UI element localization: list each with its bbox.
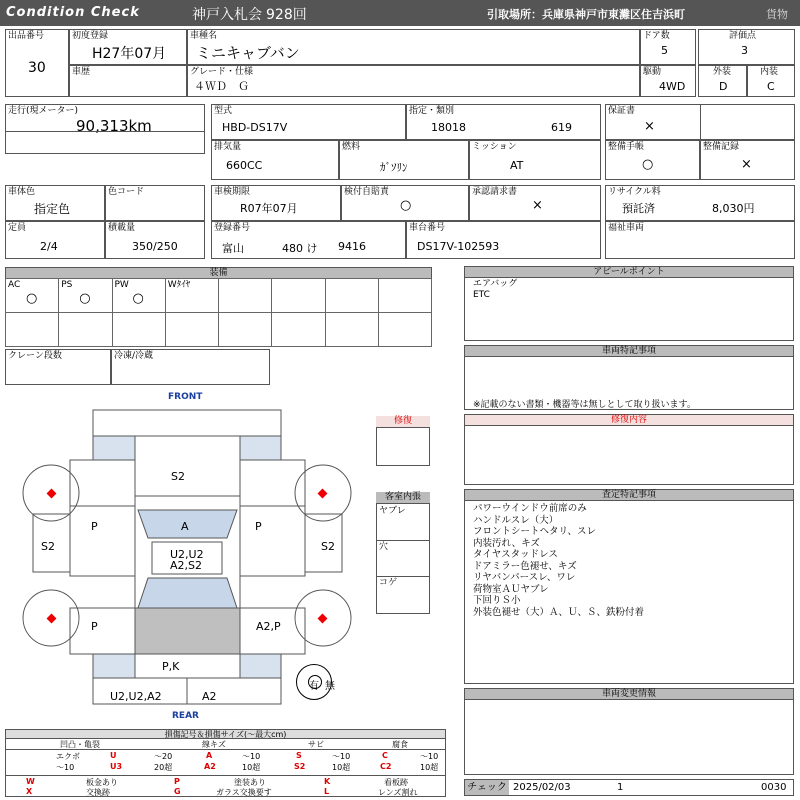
doors-label: ドア数 — [643, 31, 670, 41]
legend-glass: ガラス交換要す — [216, 788, 272, 797]
vehicle-category: 貨物 — [766, 8, 788, 21]
exterior-grade: D — [719, 80, 728, 93]
legend-dent-title: 凹凸・亀裂 — [60, 740, 100, 749]
special-note: ※記載のない書類・機器等は無しとして取り扱います。 — [473, 400, 696, 410]
mission-label: ミッション — [472, 142, 517, 152]
cabin-burn: コゲ — [379, 578, 398, 588]
mark-left-rear: P — [91, 620, 98, 633]
legend-code-s2: S2 — [294, 762, 306, 771]
registration-class: 480 け — [282, 242, 318, 255]
change-info-box — [464, 699, 794, 775]
legend-title: 損傷記号＆損傷サイズ(～最大cm) — [6, 730, 445, 739]
repair-content-box — [464, 425, 794, 485]
legend-dent-small: エクボ — [56, 752, 80, 761]
fuel-label: 燃料 — [342, 142, 361, 152]
auction-lot: 928回 — [266, 7, 307, 23]
body-color-label: 車体色 — [8, 187, 36, 197]
appeal-line: ETC — [473, 290, 490, 300]
grade: ４ＷＤ Ｇ — [194, 80, 249, 93]
freezer-label: 冷凍/冷蔵 — [114, 351, 154, 361]
exterior-cell — [698, 65, 747, 97]
appeal-line: エアバッグ — [473, 279, 518, 289]
maintenance-manual-label: 整備手帳 — [608, 142, 645, 152]
exhibit-number: 30 — [28, 60, 46, 76]
recycle-fee: 8,030円 — [712, 202, 755, 215]
legend-scratch-title: 線キズ — [202, 740, 226, 749]
displacement-label: 排気量 — [214, 142, 242, 152]
inspection-note-line: フロントシートヘタリ、スレ — [473, 526, 597, 537]
spare-tire-no: 無 — [325, 681, 335, 692]
legend-code-a: A — [206, 751, 213, 760]
drive: 4WD — [659, 80, 686, 93]
inspection-note-line: 荷物室ＡＵヤブレ — [473, 583, 549, 595]
header-bar — [0, 0, 800, 26]
body-color: 指定色 — [34, 202, 71, 216]
mark-hood: S2 — [171, 470, 185, 483]
inspection-notes-title: 査定特記事項 — [464, 489, 794, 501]
capacity-label: 定員 — [8, 223, 27, 233]
exhibit-number-label: 出品番号 — [8, 31, 45, 41]
mark-right-side: S2 — [321, 540, 335, 553]
history-cell — [69, 65, 187, 97]
mark-left-front-door: P — [91, 520, 98, 533]
drive-label: 駆動 — [643, 67, 662, 77]
inspection-expiry: R07年07月 — [240, 202, 298, 215]
displacement-cell — [211, 140, 339, 180]
legend-rust-title: サビ — [308, 740, 324, 749]
legend-code-a2: A2 — [204, 762, 216, 771]
maintenance-record-label: 整備記録 — [703, 142, 740, 152]
fuel-cell — [339, 140, 469, 180]
interior-cell — [747, 65, 795, 97]
cabin-hole: 穴 — [379, 542, 389, 552]
legend-size-u: ～20 — [154, 752, 173, 761]
mission-cell — [469, 140, 601, 180]
legend-size-a: ～10 — [242, 752, 261, 761]
mark-rear-top: P,K — [162, 660, 180, 673]
repair-marker-box — [376, 416, 430, 466]
doors-cell — [640, 29, 696, 65]
check-label: チェック — [465, 780, 509, 795]
crane-cell — [5, 349, 111, 385]
equipment-wtire: Wﾀｲﾔ — [165, 279, 218, 313]
mileage: 90,313km — [76, 117, 152, 135]
chassis-cell — [406, 221, 601, 259]
cabin-lining-label: 客室内張 — [376, 492, 430, 504]
legend-size-a2: 10超 — [242, 763, 261, 772]
drive-cell — [640, 65, 696, 97]
legend-dent-size: ～10 — [56, 763, 75, 772]
mission: AT — [510, 159, 524, 172]
maintenance-record-cell — [700, 140, 795, 180]
auction-name: 神戸入札会 — [192, 7, 262, 23]
legend-size-u3: 20超 — [154, 763, 173, 772]
header-title: Condition Check — [6, 5, 140, 20]
special-box — [464, 356, 794, 410]
check-date: 2025/02/03 — [513, 782, 571, 793]
mark-center: U2,U2 A2,S2 — [170, 548, 204, 572]
footer-check — [464, 779, 794, 796]
equipment-ps: PS ○ — [59, 279, 112, 313]
mark-right-rear: A2,P — [256, 620, 281, 633]
warranty-label: 保証書 — [608, 106, 636, 116]
first-registration: H27年07月 — [92, 46, 167, 62]
recycle-label: リサイクル料 — [608, 187, 661, 197]
capacity: 2/4 — [40, 240, 58, 253]
check-count: 1 — [617, 782, 624, 793]
inspection-notes-box — [464, 500, 794, 684]
first-registration-cell — [69, 29, 187, 65]
inspection-label: 車検期限 — [214, 187, 251, 197]
special-title: 車両特記事項 — [464, 345, 794, 357]
fuel: ｶﾞｿﾘﾝ — [380, 161, 408, 174]
inspection-note-line: ハンドルスレ（大） — [473, 514, 559, 526]
equipment-ac: AC ○ — [6, 279, 59, 313]
classification-number: 619 — [551, 121, 572, 134]
mileage-cell — [5, 104, 205, 154]
legend-size-c: ～10 — [420, 752, 439, 761]
chassis-number: DS17V-102593 — [417, 240, 500, 253]
legend-size-c2: 10超 — [420, 763, 439, 772]
welfare-cell — [605, 221, 795, 259]
grade-cell — [187, 65, 640, 97]
registration-number-label: 登録番号 — [214, 223, 251, 233]
equipment-grid — [5, 278, 432, 347]
mark-right-front-door: P — [255, 520, 262, 533]
inspection-note-line: 内装汚れ、キズ — [473, 537, 540, 549]
mark-roof: A — [181, 520, 189, 533]
color-code-cell — [105, 185, 205, 221]
designation-number: 18018 — [431, 121, 466, 134]
mileage-label: 走行(現メーター) — [8, 106, 79, 116]
rear-label: REAR — [172, 711, 199, 721]
legend-code-s: S — [296, 751, 302, 760]
legend-lens: レンズ割れ — [378, 788, 418, 797]
warranty: × — [644, 119, 655, 134]
legend-code-p: P — [174, 777, 180, 786]
body-color-cell — [5, 185, 105, 221]
equipment-pw: PW ○ — [112, 279, 165, 313]
check-code: 0030 — [761, 782, 787, 793]
legend-size-s: ～10 — [332, 752, 351, 761]
cabin-lining-box — [376, 492, 430, 614]
recycle-status: 預託済 — [622, 202, 655, 215]
maintenance-manual: ○ — [642, 157, 654, 172]
mark-rear-bumper-right: A2 — [202, 690, 217, 703]
inspection-note-line: タイヤスタッドレス — [473, 549, 558, 560]
exterior-label: 外装 — [713, 67, 732, 77]
cabin-tear: ヤブレ — [379, 506, 406, 516]
mark-left-side: S2 — [41, 540, 55, 553]
legend-replaced: 交換跡 — [86, 788, 110, 797]
model-cell — [211, 104, 406, 140]
registration-number-cell — [211, 221, 406, 259]
inspection-note-line: パワーウインドウ前席のみ — [473, 503, 587, 514]
legend-painted: 塗装あり — [234, 778, 266, 787]
designation-cell — [406, 104, 601, 140]
legend-code-k: K — [324, 777, 331, 786]
freezer-cell — [111, 349, 270, 385]
inspection-note-line: リヤバンパースレ、ワレ — [473, 572, 576, 583]
maintenance-record: × — [741, 157, 752, 172]
score-cell — [698, 29, 795, 65]
displacement: 660CC — [226, 159, 263, 172]
legend-code-c2: C2 — [380, 762, 392, 771]
legend-sign-mark: 看板跡 — [384, 778, 408, 787]
legend-code-l: L — [324, 787, 330, 796]
insurance: ○ — [400, 198, 412, 213]
first-registration-label: 初度登録 — [72, 31, 109, 41]
legend-size-s2: 10超 — [332, 763, 351, 772]
insurance-cell — [341, 185, 469, 221]
inspection-cell — [211, 185, 341, 221]
approval-label: 承認請求書 — [472, 187, 518, 197]
equipment-title: 装備 — [5, 267, 432, 279]
repair-content-title: 修復内容 — [464, 414, 794, 426]
legend-sheet-metal: 板金あり — [86, 778, 118, 787]
score: 3 — [741, 44, 748, 57]
interior-label: 内装 — [760, 67, 779, 77]
interior-grade: C — [767, 80, 775, 93]
registration-area: 富山 — [222, 242, 244, 255]
model-label: 型式 — [214, 106, 233, 116]
car-name: ミニキャブバン — [196, 44, 300, 62]
appeal-box — [464, 277, 794, 341]
approval-cell — [469, 185, 601, 221]
warranty-cell — [605, 104, 795, 140]
load-label: 積載量 — [108, 223, 136, 233]
legend-code-u3: U3 — [110, 762, 123, 771]
history-label: 車歴 — [72, 67, 91, 77]
car-name-label: 車種名 — [190, 31, 218, 41]
designation-label: 指定・類別 — [409, 106, 455, 116]
pickup-location: 引取場所：兵庫県神戸市東灘区住吉浜町 — [487, 8, 685, 21]
recycle-cell — [605, 185, 795, 221]
car-name-cell — [187, 29, 640, 65]
mark-rear-bumper-left: U2,U2,A2 — [110, 690, 162, 703]
repair-marker-label: 修復 — [376, 416, 430, 428]
legend-code-g: G — [174, 787, 181, 796]
appeal-title: アピールポイント — [464, 266, 794, 278]
maintenance-manual-cell — [605, 140, 700, 180]
inspection-note-line: 下回りＳ小 — [473, 595, 521, 606]
legend-corrosion-title: 腐食 — [392, 740, 408, 749]
load-capacity: 350/250 — [132, 240, 178, 253]
exhibit-number-cell — [5, 29, 69, 97]
chassis-label: 車台番号 — [409, 223, 446, 233]
doors: 5 — [661, 44, 668, 57]
welfare-label: 福祉車両 — [608, 223, 645, 233]
damage-legend — [5, 729, 446, 797]
grade-label: グレード・仕様 — [190, 67, 254, 77]
crane-label: クレーン段数 — [8, 351, 62, 361]
approval: × — [532, 198, 543, 213]
registration-number: 9416 — [338, 240, 366, 253]
score-label: 評価点 — [729, 31, 757, 41]
front-label: FRONT — [168, 392, 203, 402]
insurance-label: 検付自賠責 — [344, 187, 390, 197]
legend-code-x: X — [26, 787, 33, 796]
legend-code-c: C — [382, 751, 388, 760]
change-info-title: 車両変更情報 — [464, 688, 794, 700]
inspection-note-line: ドアミラー色褪せ、キズ — [473, 560, 577, 572]
model: HBD-DS17V — [222, 121, 288, 134]
inspection-note-line: 外装色褪せ（大）Ａ、Ｕ、Ｓ、鉄粉付着 — [473, 606, 645, 618]
capacity-cell — [5, 221, 105, 259]
legend-code-w: W — [26, 777, 35, 786]
legend-code-u: U — [110, 751, 117, 760]
load-cell — [105, 221, 205, 259]
spare-tire-yes: 有 — [309, 681, 319, 692]
color-code-label: 色コード — [108, 187, 145, 197]
